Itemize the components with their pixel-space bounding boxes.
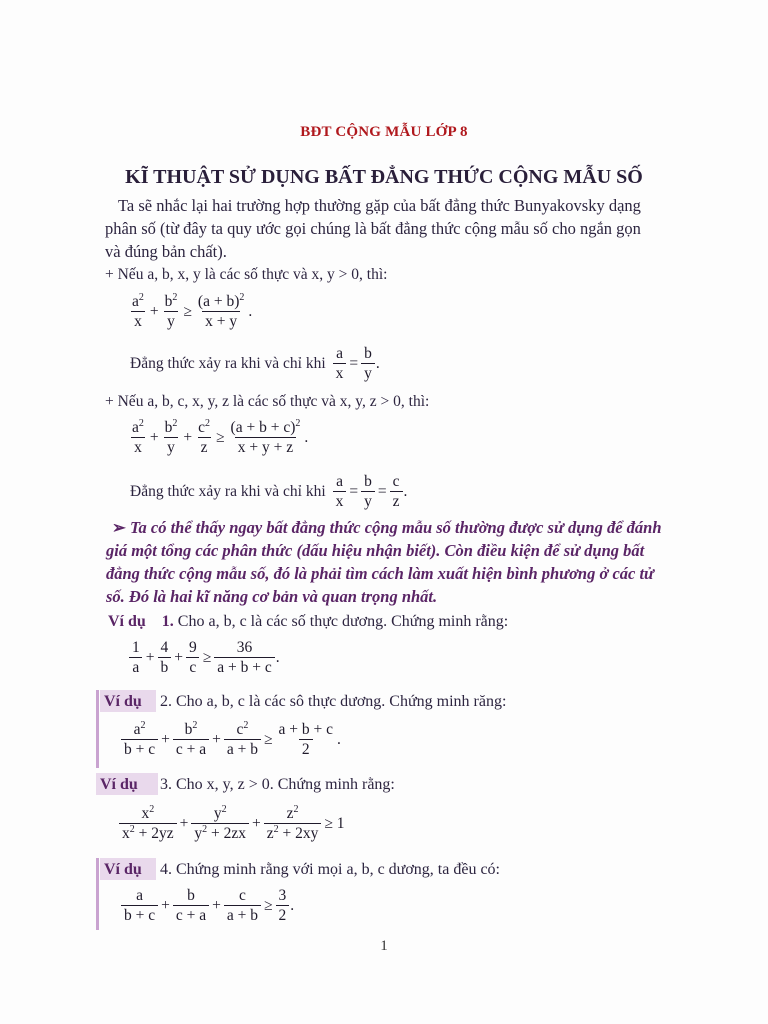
example-2-heading: 2. Cho a, b, c là các sô thực dương. Chứng minh răng: — [160, 693, 507, 710]
formula-example-2: $\frac{a^2}{b + c}$ + $\frac{b^2}{c + a}$ + $\frac{c^2}{a + b}$ ≥ $\frac{a + b + c}{2}$ . — [120, 720, 341, 759]
example-4-heading: 4. Chứng minh rằng với mọi a, b, c dương, ta đều có: — [160, 861, 500, 878]
note-line-3: đẳng thức cộng mẫu số, đó là phải tìm cách làm xuất hiện bình phương ở các tử — [106, 564, 654, 583]
case2-equality-text: Đẳng thức xảy ra khi và chỉ khi — [130, 483, 326, 500]
arrow-bullet-icon: ➢ — [112, 518, 126, 537]
formula-example-4: $\frac{a}{b + c}$ + $\frac{b}{c + a}$ + $\frac{c}{a + b}$ ≥ $\frac{3}{2}$ . — [120, 886, 294, 925]
example-3-heading: 3. Cho x, y, z > 0. Chứng minh rằng: — [160, 776, 395, 793]
formula-example-3: $\frac{x^2}{x^2 + 2yz}$ + $\frac{y^2}{y^2 + 2zx}$ + $\frac{z^2}{z^2 + 2xy}$ ≥ 1 — [118, 804, 347, 843]
intro-line-1: Ta sẽ nhắc lại hai trường hợp thường gặp của bất đẳng thức Bunyakovsky dạng — [118, 196, 641, 215]
intro-line-3: và đúng bản chất). — [105, 242, 227, 261]
note-line-1: ➢ Ta có thể thấy ngay bất đẳng thức cộng mẫu số thường được sử dụng để đánh — [112, 518, 662, 537]
formula-case1: $\frac{a^2}{x}$ + $\frac{b^2}{y}$ ≥ $\frac{(a + b)^2}{x + y}$ . — [132, 291, 253, 330]
example-3-label: Ví dụ — [96, 773, 158, 795]
section-title: KĨ THUẬT SỬ DỤNG BẤT ĐẲNG THỨC CỘNG MẪU SỐ — [125, 166, 643, 188]
note-line-4: số. Đó là hai kĩ năng cơ bản và quan trọng nhất. — [106, 587, 438, 606]
case2-lead: + Nếu a, b, c, x, y, z là các số thực và x, y, z > 0, thì: — [105, 393, 430, 410]
document-header: BĐT CỘNG MẪU LỚP 8 — [300, 124, 468, 140]
note-line-2: giá một tổng các phân thức (dấu hiệu nhận biết). Còn điều kiện để sử dụng bất — [106, 541, 645, 560]
intro-line-2: phân số (từ đây ta quy ước gọi chúng là bất đẳng thức cộng mẫu số cho ngắn gọn — [105, 219, 641, 238]
case2-equality: Đẳng thức xảy ra khi và chỉ khi $\frac{a}{x}$ = $\frac{b}{y}$ = $\frac{c}{z}$ . — [130, 473, 408, 510]
example-1-heading: Ví dụ 1. Cho a, b, c là các số thực dương. Chứng minh rằng: — [108, 613, 509, 630]
case1-equality: Đẳng thức xảy ra khi và chỉ khi $\frac{a}{x}$ = $\frac{b}{y}$ . — [130, 345, 380, 382]
case1-lead: + Nếu a, b, x, y là các số thực và x, y > 0, thì: — [105, 266, 388, 283]
formula-example-1: $\frac{1}{a}$ + $\frac{4}{b}$ + $\frac{9}{c}$ ≥ $\frac{36}{a + b + c}$ . — [128, 638, 280, 677]
example-2-label: Ví dụ — [100, 690, 156, 712]
page-number: 1 — [380, 938, 388, 954]
example-4-label: Ví dụ — [100, 858, 156, 880]
formula-case2: $\frac{a^2}{x}$ + $\frac{b^2}{y}$ + $\frac{c^2}{z}$ ≥ $\frac{(a + b + c)^2}{x + y + z}$ . — [132, 417, 309, 456]
case1-equality-text: Đẳng thức xảy ra khi và chỉ khi — [130, 355, 326, 372]
